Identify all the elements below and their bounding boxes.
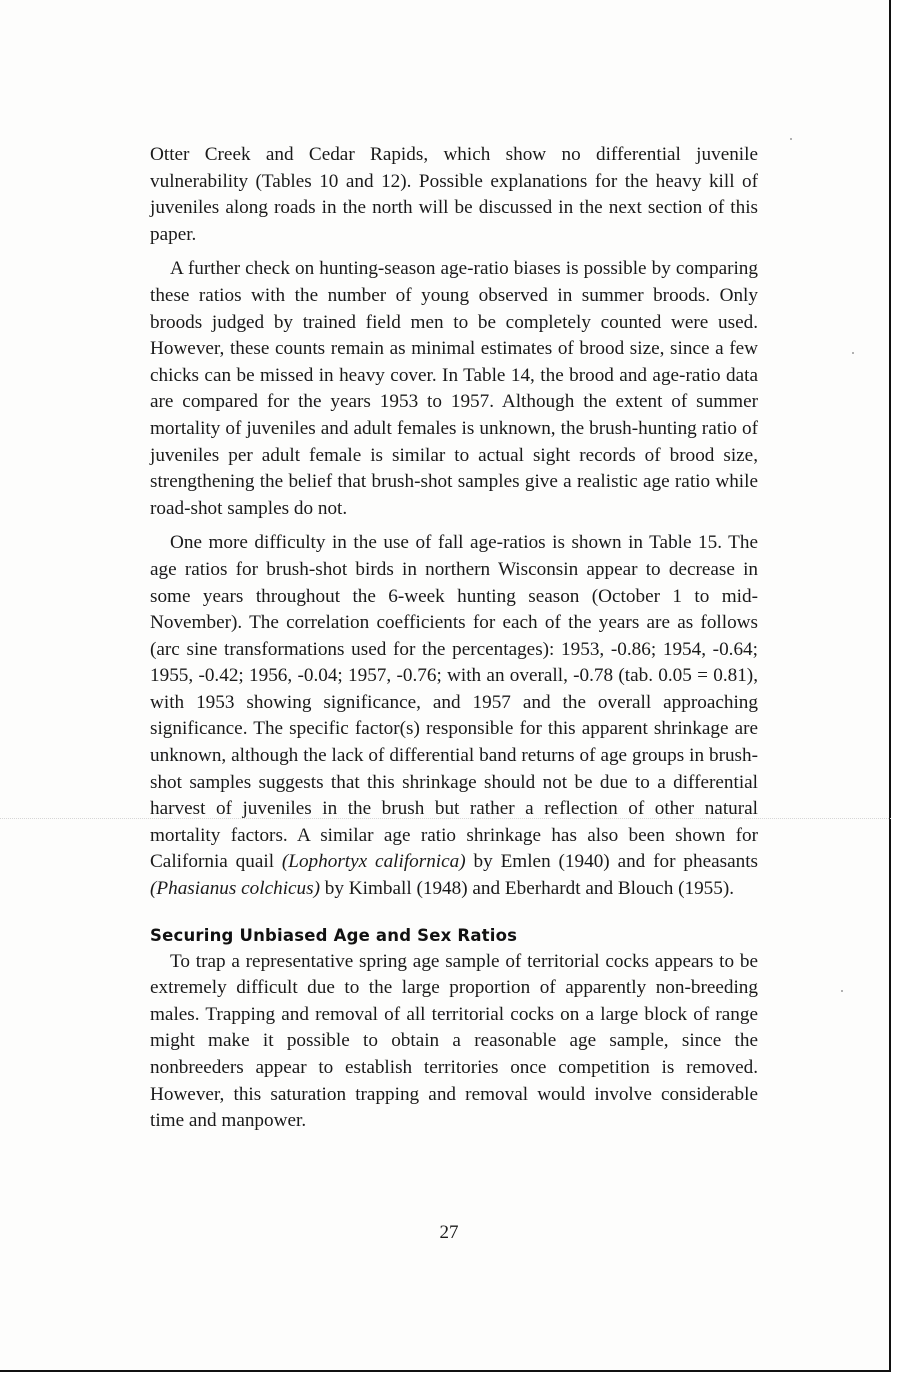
species-name-quail: (Lophortyx californica) xyxy=(281,851,466,873)
paragraph-3-mid: by Emlen (1940) and for pheasants xyxy=(473,851,758,873)
section-heading: Securing Unbiased Age and Sex Ratios xyxy=(150,925,518,945)
page-number: 27 xyxy=(439,1222,459,1243)
print-speck xyxy=(852,352,854,354)
print-speck xyxy=(790,138,792,140)
print-speck xyxy=(841,990,843,992)
species-name-pheasant: (Phasianus colchicus) xyxy=(150,878,320,900)
paragraph-3-end: by Kimball (1948) and Eberhardt and Blouch (1955). xyxy=(324,878,735,900)
paragraph-3 xyxy=(150,530,758,902)
paragraph-1: Otter Creek and Cedar Rapids, which show no differential juvenile vulnerability (Tables 10 and 12). Possible explanations for the heavy kill of juveniles along roads in the north will be discussed in the next section of this paper. xyxy=(150,144,758,245)
paragraph-3-text: One more difficulty in the use of fall age-ratios is shown in Table 15. The age ratios for brush-shot birds in northern Wisconsin appear to decrease in some years throughout the 6-week hunting season (October 1 to mid-November). The correlation coefficients for each of the years are as follows (arc sine transformations used for the percentages): 1953, -0.86; 1954, -0.64; 1955, -0.42; 1956, -0.04; 1957, -0.76; with an overall, -0.78 (tab. 0.05 = 0.81), with 1953 showing significance, and 1957 and the overall approaching significance. The specific factor(s) responsible for this apparent shrinkage are unknown, although the lack of differential band returns of age groups in brush-shot samples suggests that this shrinkage should not be due to a differential harvest of juveniles in the brush but rather a reflection of other natural mortality factors. A similar age ratio shrinkage has also been shown for California quail xyxy=(150,532,758,873)
paragraph-4: To trap a representative spring age sample of territorial cocks appears to be extremely difficult due to the large proportion of apparently non-breeding males. Trapping and removal of all territorial cocks on a large block of range might make it possible to obtain a reasonable age sample, since the nonbreeders appear to establish territories once competition is removed. However, this saturation trapping and removal would involve considerable time and manpower. xyxy=(150,950,758,1132)
body-text xyxy=(150,142,758,1135)
paragraph-2: A further check on hunting-season age-ratio biases is possible by comparing these ratios with the number of young observed in summer broods. Only broods judged by trained field men to be completely counted were used. However, these counts remain as minimal estimates of brood size, since a few chicks can be missed in heavy cover. In Table 14, the brood and age-ratio data are compared for the years 1953 to 1957. Although the extent of summer mortality of juveniles and adult females is unknown, the brush-hunting ratio of juveniles per adult female is similar to actual sight records of brood size, strengthening the belief that brush-shot samples give a realistic age ratio while road-shot samples do not. xyxy=(150,258,758,519)
